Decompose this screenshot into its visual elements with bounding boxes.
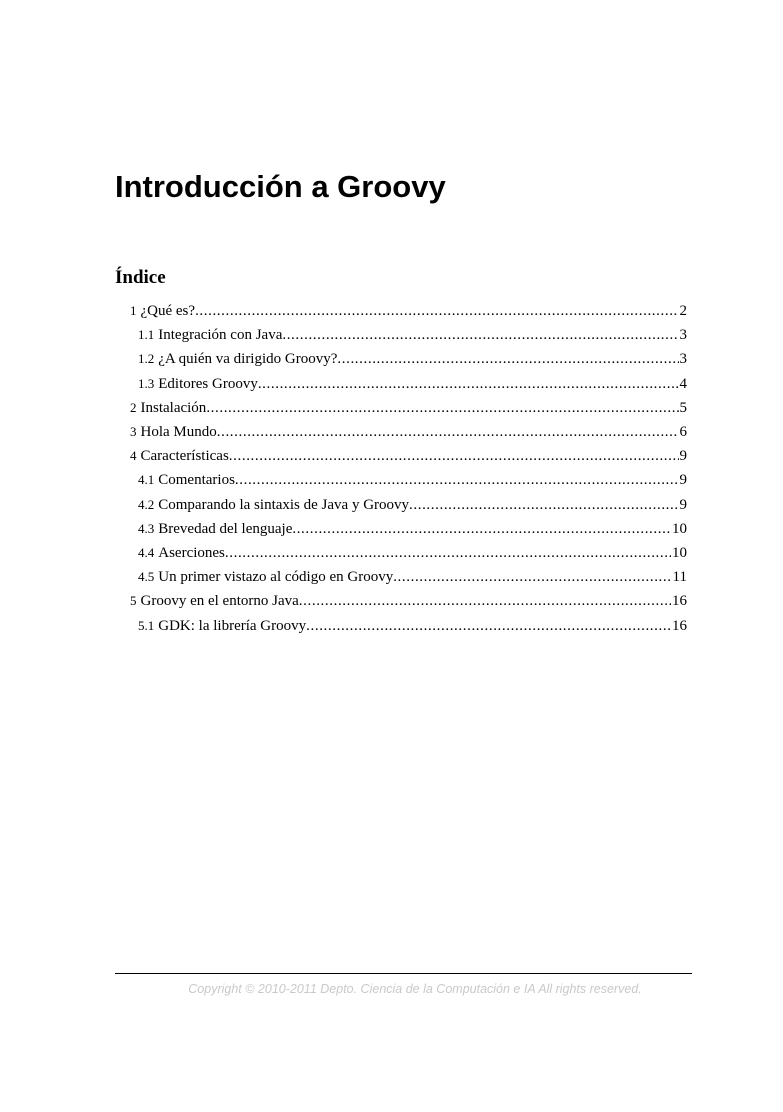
toc-entry[interactable] xyxy=(130,446,687,466)
toc-entry[interactable] xyxy=(138,349,687,369)
toc-entry-title: Comparando la sintaxis de Java y Groovy xyxy=(158,496,410,513)
toc-entry-number: 4.4 xyxy=(138,545,155,560)
toc-entry-number: 1.1 xyxy=(138,327,155,343)
toc-entry-page: 11 xyxy=(672,569,687,586)
toc-entry-number: 4.1 xyxy=(138,472,155,488)
toc-dot-leader xyxy=(235,470,679,490)
toc-entry[interactable] xyxy=(138,519,687,539)
footer-copyright: Copyright © 2010-2011 Depto. Ciencia de la Computación e IA All rights reserved. xyxy=(188,982,642,996)
toc-entry-number: 1.3 xyxy=(138,375,155,391)
toc-dot-leader xyxy=(292,519,671,539)
toc-dot-leader xyxy=(217,422,679,442)
toc-entry-title: Integración con Java xyxy=(158,327,283,344)
toc-entry-number: 4 xyxy=(130,448,137,464)
toc-dot-leader xyxy=(195,301,678,321)
toc-entry-page: 16 xyxy=(672,593,687,610)
footer-divider xyxy=(115,973,692,974)
toc-entry[interactable] xyxy=(130,398,687,418)
toc-dot-leader xyxy=(337,349,678,369)
page-title: Introducción a Groovy xyxy=(115,169,446,204)
toc-entry-page: 6 xyxy=(679,424,687,440)
toc-entry-number: 5 xyxy=(130,593,137,609)
toc-entry[interactable] xyxy=(130,591,687,611)
toc-dot-leader xyxy=(393,567,671,587)
toc-entry-page: 10 xyxy=(672,520,687,537)
toc-entry-title: GDK: la librería Groovy xyxy=(158,617,307,634)
toc-entry-number: 1.2 xyxy=(138,351,155,367)
toc-dot-leader xyxy=(229,446,679,466)
toc-entry[interactable] xyxy=(130,422,687,442)
toc-entry-page: 10 xyxy=(672,545,687,561)
toc-entry-title: ¿A quién va dirigido Groovy? xyxy=(158,351,338,368)
toc-heading: Índice xyxy=(115,267,166,288)
toc-entry-page: 9 xyxy=(679,448,687,465)
toc-entry-title: Un primer vistazo al código en Groovy xyxy=(158,569,394,586)
toc-entry-page: 3 xyxy=(679,327,687,344)
toc-entry-title: Características xyxy=(140,448,229,465)
toc-entry-number: 4.5 xyxy=(138,569,155,585)
toc-entry-title: Instalación xyxy=(140,399,207,416)
toc-entry-page: 16 xyxy=(672,617,687,634)
toc-entry-title: Brevedad del lenguaje xyxy=(158,520,293,537)
toc-entry-number: 3 xyxy=(130,424,137,439)
toc-entry[interactable] xyxy=(138,470,687,490)
toc-entry-number: 4.3 xyxy=(138,520,155,536)
toc-dot-leader xyxy=(206,398,678,418)
toc-entry-title: Comentarios xyxy=(158,472,235,489)
toc-entry-page: 9 xyxy=(679,496,687,513)
toc-dot-leader xyxy=(299,591,671,611)
toc-entry[interactable] xyxy=(138,325,687,345)
toc-entry-title: ¿Qué es? xyxy=(140,303,196,319)
toc-dot-leader xyxy=(258,374,679,394)
toc-entry-number: 1 xyxy=(130,303,137,318)
toc-dot-leader xyxy=(306,616,671,636)
toc-dot-leader xyxy=(282,325,678,345)
toc-entry[interactable] xyxy=(138,543,687,563)
toc-dot-leader xyxy=(409,495,678,515)
toc-entry[interactable] xyxy=(138,616,687,636)
toc-entry-number: 2 xyxy=(130,399,137,415)
toc-entry-page: 2 xyxy=(679,303,687,319)
toc-entry-page: 4 xyxy=(679,375,687,392)
toc-entry[interactable] xyxy=(130,301,687,321)
toc-entry-title: Hola Mundo xyxy=(140,424,217,440)
toc-entry-title: Groovy en el entorno Java xyxy=(140,593,299,610)
toc-entry-number: 4.2 xyxy=(138,496,155,512)
toc-entry-page: 5 xyxy=(679,399,687,416)
toc-entry[interactable] xyxy=(138,567,687,587)
toc-entry-page: 3 xyxy=(679,351,687,368)
toc-entry-number: 5.1 xyxy=(138,617,155,633)
toc-dot-leader xyxy=(225,543,671,563)
toc-entry-title: Aserciones xyxy=(158,545,225,561)
toc-entry-page: 9 xyxy=(679,472,687,489)
toc-entry[interactable] xyxy=(138,495,687,515)
toc-entry[interactable] xyxy=(138,374,687,394)
toc-entry-title: Editores Groovy xyxy=(158,375,258,392)
